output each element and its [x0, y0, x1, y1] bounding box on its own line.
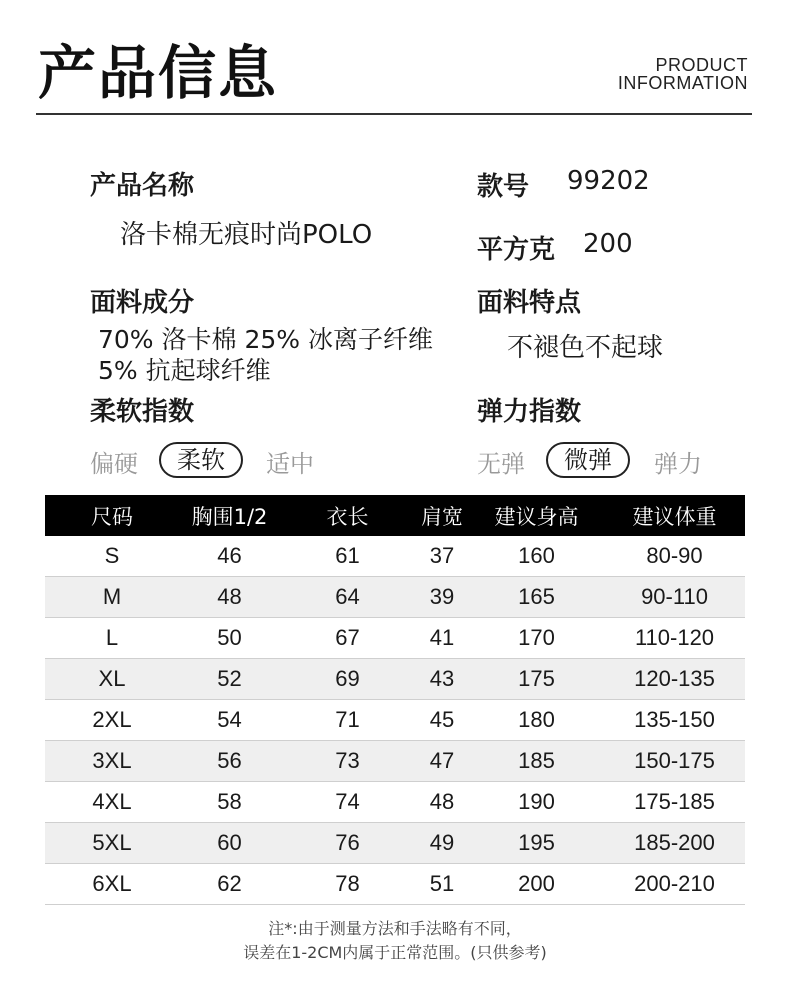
- header-divider: [36, 113, 752, 115]
- header-shoulder: 肩宽: [415, 495, 469, 536]
- header-weight: 建议体重: [604, 495, 745, 536]
- table-row: [45, 536, 745, 577]
- header-chest: 胸围1/2: [179, 495, 280, 536]
- cell-length: 61: [280, 536, 415, 577]
- header-size: 尺码: [45, 495, 179, 536]
- title-en-line1: PRODUCT: [655, 55, 748, 75]
- cell-shoulder: 41: [415, 618, 469, 659]
- table-row: [45, 782, 745, 823]
- cell-shoulder: 43: [415, 659, 469, 700]
- fabric-line2: 5% 抗起球纤维: [98, 356, 271, 385]
- page-title: 产品信息: [38, 39, 279, 107]
- page-title-english: [618, 56, 748, 92]
- cell-length: 71: [280, 700, 415, 741]
- cell-chest: 52: [179, 659, 280, 700]
- cell-length: 76: [280, 823, 415, 864]
- cell-weight: 175-185: [604, 782, 745, 823]
- cell-height: 170: [469, 618, 604, 659]
- gsm-label: 平方克: [477, 235, 556, 265]
- cell-shoulder: 51: [415, 864, 469, 905]
- cell-height: 185: [469, 741, 604, 782]
- cell-chest: 58: [179, 782, 280, 823]
- cell-weight: 150-175: [604, 741, 745, 782]
- cell-shoulder: 37: [415, 536, 469, 577]
- cell-weight: 185-200: [604, 823, 745, 864]
- cell-height: 195: [469, 823, 604, 864]
- footnote: [0, 917, 790, 965]
- cell-shoulder: 39: [415, 577, 469, 618]
- cell-length: 69: [280, 659, 415, 700]
- cell-weight: 120-135: [604, 659, 745, 700]
- cell-chest: 50: [179, 618, 280, 659]
- cell-weight: 80-90: [604, 536, 745, 577]
- size-table-header: [45, 495, 745, 536]
- cell-height: 200: [469, 864, 604, 905]
- table-row: [45, 864, 745, 905]
- footnote-line2: 误差在1-2CM内属于正常范围。(只供参考): [243, 943, 547, 962]
- header-length: 衣长: [280, 495, 415, 536]
- footnote-line1: 注*:由于测量方法和手法略有不同，: [268, 919, 522, 938]
- cell-shoulder: 48: [415, 782, 469, 823]
- fabric-line1: 70% 洛卡棉 25% 冰离子纤维: [98, 325, 433, 354]
- cell-height: 190: [469, 782, 604, 823]
- size-table: [45, 495, 745, 905]
- cell-height: 175: [469, 659, 604, 700]
- cell-height: 160: [469, 536, 604, 577]
- cell-size: 5XL: [45, 823, 179, 864]
- elasticity-option-high: 弹力: [654, 450, 702, 478]
- table-row: [45, 577, 745, 618]
- cell-shoulder: 47: [415, 741, 469, 782]
- cell-height: 165: [469, 577, 604, 618]
- cell-chest: 56: [179, 741, 280, 782]
- cell-chest: 60: [179, 823, 280, 864]
- gsm-value: 200: [583, 229, 633, 259]
- elasticity-option-none: 无弹: [477, 450, 525, 478]
- cell-length: 78: [280, 864, 415, 905]
- softness-option-soft: 柔软: [159, 442, 243, 478]
- softness-label: 柔软指数: [90, 397, 195, 427]
- softness-option-medium: 适中: [266, 450, 314, 478]
- cell-weight: 110-120: [604, 618, 745, 659]
- title-en-line2: INFORMATION: [617, 73, 748, 93]
- cell-chest: 54: [179, 700, 280, 741]
- cell-size: XL: [45, 659, 179, 700]
- cell-shoulder: 45: [415, 700, 469, 741]
- elasticity-label: 弹力指数: [477, 397, 582, 427]
- cell-length: 67: [280, 618, 415, 659]
- softness-option-hard: 偏硬: [90, 450, 138, 478]
- feature-label: 面料特点: [477, 288, 582, 318]
- cell-length: 74: [280, 782, 415, 823]
- table-row: [45, 700, 745, 741]
- cell-height: 180: [469, 700, 604, 741]
- cell-size: 4XL: [45, 782, 179, 823]
- product-name-label: 产品名称: [90, 171, 195, 201]
- cell-chest: 46: [179, 536, 280, 577]
- cell-length: 73: [280, 741, 415, 782]
- cell-chest: 48: [179, 577, 280, 618]
- cell-length: 64: [280, 577, 415, 618]
- cell-size: M: [45, 577, 179, 618]
- elasticity-option-slight: 微弹: [546, 442, 630, 478]
- cell-size: 2XL: [45, 700, 179, 741]
- cell-size: S: [45, 536, 179, 577]
- style-no-value: 99202: [567, 166, 650, 196]
- cell-size: 6XL: [45, 864, 179, 905]
- cell-chest: 62: [179, 864, 280, 905]
- fabric-label: 面料成分: [90, 288, 195, 318]
- table-row: [45, 659, 745, 700]
- cell-weight: 135-150: [604, 700, 745, 741]
- table-row: [45, 823, 745, 864]
- cell-shoulder: 49: [415, 823, 469, 864]
- cell-weight: 200-210: [604, 864, 745, 905]
- table-row: [45, 618, 745, 659]
- header-height: 建议身高: [469, 495, 604, 536]
- product-name-value: 洛卡棉无痕时尚POLO: [120, 220, 373, 250]
- cell-weight: 90-110: [604, 577, 745, 618]
- cell-size: L: [45, 618, 179, 659]
- table-row: [45, 741, 745, 782]
- feature-value: 不褪色不起球: [507, 333, 664, 363]
- cell-size: 3XL: [45, 741, 179, 782]
- style-no-label: 款号: [477, 172, 530, 202]
